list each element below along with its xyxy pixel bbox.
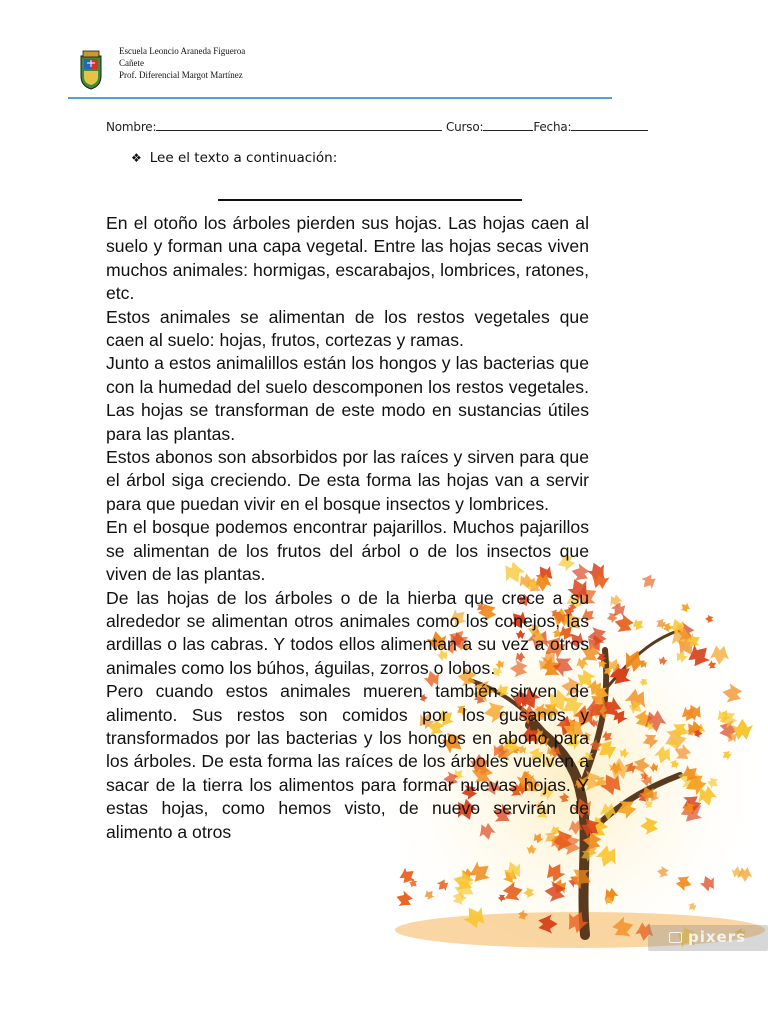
school-name: Escuela Leoncio Araneda Figueroa <box>119 46 246 56</box>
paragraph: De las hojas de los árboles o de la hierba que crece a su alrededor se alimentan otros animales como los conejos, las ardillas o las cabras. Y todos ellos alimentan a su vez a otros animales como los búhos, águilas, zorros o lobos. <box>106 587 589 678</box>
paragraph: Junto a estos animalillos están los hongos y las bacterias que con la humedad del suelo descomponen los restos vegetales. Las hojas se transforman de este modo en sustancias útiles para las plantas. <box>106 353 589 444</box>
watermark-text: pixers <box>688 928 747 946</box>
paragraph: Pero cuando estos animales mueren también sirven de alimento. Sus restos son comidos por los gusanos y transformados por las bacterias y los hongos en abono para los árboles. De esta forma las raíces de los árboles vuelven a sacar de la tierra los alimentos para formar nuevas hojas. Y estas hojas, como hemos visto, de nuevo servirán de alimento a otros <box>106 681 589 842</box>
title-blank-line <box>218 199 522 201</box>
paragraph: Estos abonos son absorbidos por las raíces y sirven para que el árbol siga creciendo. De esta forma las hojas van a servir para que puedan vivir en el bosque insectos y lombrices. <box>106 447 589 514</box>
diamond-bullet-icon: ❖ <box>131 151 142 165</box>
course-label: Curso: <box>445 120 484 134</box>
name-field[interactable] <box>156 119 442 131</box>
paragraph: En el bosque podemos encontrar pajarillos. Muchos pajarillos se alimentan de los frutos del árbol o de los insectos que viven de las plantas. <box>106 517 589 585</box>
camera-icon <box>669 932 682 943</box>
date-label: Fecha: <box>533 120 572 134</box>
instruction-text: Lee el texto a continuación: <box>149 150 338 166</box>
name-label: Nombre: <box>106 120 157 134</box>
school-crest-icon <box>78 50 104 90</box>
course-field[interactable] <box>483 119 533 131</box>
school-city: Cañete <box>119 58 144 68</box>
date-field[interactable] <box>571 119 648 131</box>
leaf-icon <box>737 867 752 882</box>
paragraph: Estos animales se alimentan de los restos vegetales que caen al suelo: hojas, frutos, cortezas y ramas. <box>106 306 589 351</box>
reading-text <box>106 212 589 844</box>
instruction <box>131 150 337 166</box>
teacher-name: Prof. Diferencial Margot Martínez <box>119 70 243 80</box>
school-header <box>119 45 245 81</box>
paragraph: En el otoño los árboles pierden sus hojas. Las hojas caen al suelo y forman una capa vegetal. Entre las hojas secas viven muchos animales: hormigas, escarabajos, lombrices, ratones, etc. <box>106 213 589 304</box>
student-info-line <box>106 119 648 134</box>
header-divider <box>68 97 612 99</box>
leaf-icon <box>394 889 414 909</box>
